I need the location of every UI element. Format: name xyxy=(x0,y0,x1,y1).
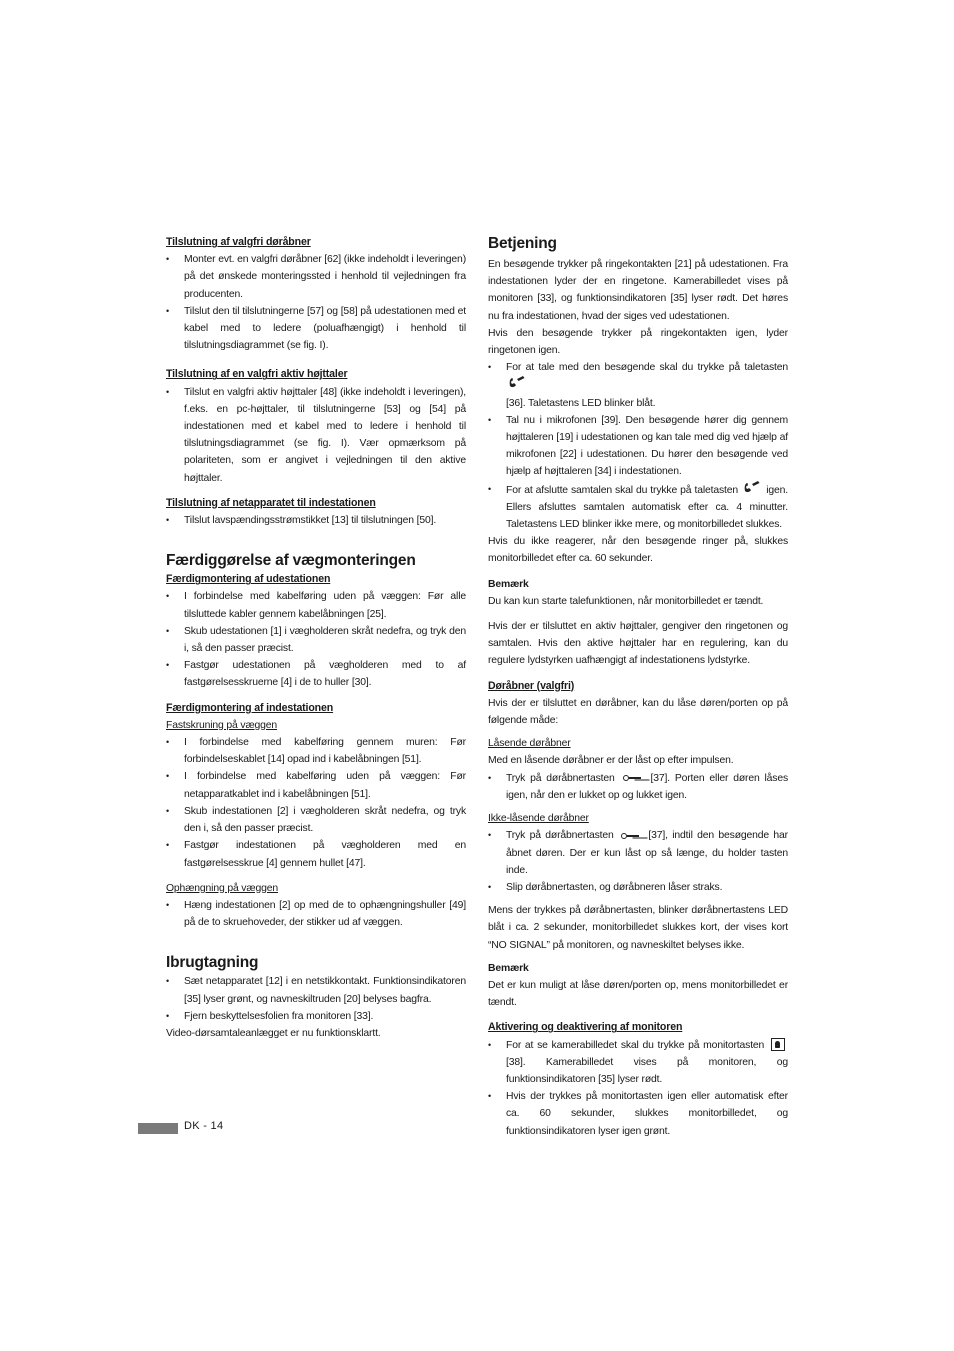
list-item: • Tilslut den til tilslutningerne [57] og [58] på udestationen med et kabel med to ledere (poluafhængigt) i henhold til tilslutningsdiagrammet (se fig. I). xyxy=(166,303,466,355)
list-item-text: [37], indtil den besøgende har åbnet døren. Der er kun låst op så længe, du holder tasten inde. xyxy=(506,830,788,876)
section-title: Tilslutning af netapparatet til indestationen xyxy=(166,496,376,509)
list-item xyxy=(488,770,788,804)
phone-icon xyxy=(509,376,525,394)
list-item xyxy=(488,359,788,412)
list-item-text: For at afslutte samtalen skal du trykke på taletasten xyxy=(506,484,739,496)
paragraph: Med en låsende døråbner er der låst op efter impulsen. xyxy=(488,755,734,767)
heading: Ibrugtagning xyxy=(166,954,259,972)
list-item-text: [36]. Taletastens LED blinker blåt. xyxy=(506,397,656,409)
list-item: • Fjern beskyttelsesfolien fra monitoren [33]. xyxy=(166,1008,466,1025)
left-column xyxy=(166,234,466,1042)
list-item-text: Tryk på døråbnertasten xyxy=(506,772,615,784)
list-item-text: For at tale med den besøgende skal du trykke på taletasten xyxy=(506,362,788,374)
list-item-text: Tryk på døråbnertasten xyxy=(506,830,614,842)
subsection-title: Ikke-låsende døråbner xyxy=(488,813,589,825)
section-title: Færdigmontering af indestationen xyxy=(166,701,334,714)
note-title: Bemærk xyxy=(488,962,529,974)
list-item: • Tal nu i mikrofonen [39]. Den besøgende hører dig gennem højttaleren [19] i udestationen og kan tale med dig ved hjælp af mikrofonen [22] i udestationen. Du hører den besøgende ved hjælp af højttaleren [34] i indestationen. xyxy=(488,412,788,481)
list-item: • Fastgør indestationen på vægholderen med en fastgørelsesskrue [4] gennem hullet [47]. xyxy=(166,837,466,871)
list-item xyxy=(488,827,788,879)
subsection-title: Fastskruning på væggen xyxy=(166,719,278,731)
subsection-title: Låsende døråbner xyxy=(488,738,571,750)
list-item: • Skub udestationen [1] i vægholderen skråt nedefra, og tryk den i, så den passer præcist. xyxy=(166,623,466,657)
bullet-list xyxy=(166,588,466,691)
list-item: • I forbindelse med kabelføring uden på væggen: Før alle tilsluttede kabler gennem kabelåbningen [25]. xyxy=(166,588,466,622)
page-number: DK - 14 xyxy=(184,1120,224,1132)
list-item-text: [38]. Kamerabilledet vises på monitoren, og funktionsindikatoren [35] lyser rødt. xyxy=(506,1056,788,1085)
paragraph: Hvis du ikke reagerer, når den besøgende ringer på, slukkes monitorbilledet efter ca. 60 sekunder. xyxy=(488,536,788,565)
list-item: • Sæt netapparatet [12] i en netstikkontakt. Funktionsindikatoren [35] lyser grønt, og navneskiltruden [20] belyses bagfra. xyxy=(166,973,466,1007)
list-item: • Hæng indestationen [2] op med de to ophængningshuller [49] på de to skruehoveder, der stikker ud af væggen. xyxy=(166,897,466,931)
key-icon xyxy=(623,774,643,782)
right-column xyxy=(488,234,788,1140)
paragraph: En besøgende trykker på ringekontakten [21] på udestationen. Fra indestationen lyder der en ringetone. Kamerabilledet vises på monitoren [33], og funktionsindikatoren [35] lyser rødt. Det høres nu fra indestationen, hvad der siges ved udestationen. xyxy=(488,259,788,322)
section-title: Tilslutning af valgfri døråbner xyxy=(166,236,311,248)
list-item: • Monter evt. en valgfri døråbner [62] (ikke indeholdt i leveringen) på det ønskede monteringssted i henhold til vejledningen fra producenten. xyxy=(166,251,466,303)
bullet-list xyxy=(488,827,788,896)
note-text: Du kan kun starte talefunktionen, når monitorbilledet er tændt. xyxy=(488,595,764,607)
heading: Færdiggørelse af vægmonteringen xyxy=(166,552,416,570)
monitor-icon xyxy=(771,1038,785,1051)
footer-bar xyxy=(138,1123,178,1134)
list-item: • I forbindelse med kabelføring gennem muren: Før forbindelseskablet [14] opad ind i kabelåbningen [51]. xyxy=(166,734,466,768)
section-title: Tilslutning af en valgfri aktiv højttaler xyxy=(166,368,348,381)
paragraph: Hvis der er tilsluttet en døråbner, kan du låse døren/porten op på følgende måde: xyxy=(488,697,788,727)
section-title: Aktivering og deaktivering af monitoren xyxy=(488,1021,683,1034)
paragraph: Video-dørsamtaleanlægget er nu funktionsklartt. xyxy=(166,1027,381,1039)
section-title: Døråbner (valgfri) xyxy=(488,679,575,692)
paragraph: Mens der trykkes på døråbnertasten, blinker døråbnertastens LED blåt i ca. 2 sekunder, monitorbilledet slukkes kort, der vises kort “NO SIGNAL” på monitoren, og navneskiltet belyses ikke. xyxy=(488,905,788,951)
list-item xyxy=(488,1037,788,1089)
note-title: Bemærk xyxy=(488,578,529,590)
bullet-list xyxy=(166,512,466,529)
bullet-list xyxy=(488,359,788,533)
list-item: • Fastgør udestationen på vægholderen med to af fastgørelsesskruerne [4] i de to huller [30]. xyxy=(166,657,466,691)
paragraph: Hvis den besøgende trykker på ringekontakten igen, lyder ringetonen igen. xyxy=(488,327,788,357)
list-item: • I forbindelse med kabelføring uden på væggen: Før netapparatkablet ind i kabelåbningen [51]. xyxy=(166,768,466,802)
key-icon xyxy=(621,832,641,840)
list-item-text: igen. Ellers afsluttes samtalen automatisk efter ca. 4 minutter. Taletastens LED blinker ikke mere, og monitorbilledet slukkes. xyxy=(506,484,788,531)
list-item xyxy=(488,481,788,534)
list-item: • Hvis der trykkes på monitortasten igen eller automatisk efter ca. 60 sekunder, slukkes monitorbilledet, og funktionsindikatoren lyser igen grønt. xyxy=(488,1088,788,1140)
subsection-title: Ophængning på væggen xyxy=(166,882,278,894)
list-item: • Tilslut en valgfri aktiv højttaler [48] (ikke indeholdt i leveringen), f.eks. en pc-højttaler, til tilslutningerne [53] og [54] på indestationen med et kabel med to ledere i henhold til tilslutningsdiagrammet (se fig. I). Vær opmærksom på polariteten, som er angivet i vejledningen til den aktive højttaler. xyxy=(166,384,466,487)
paragraph: Hvis der er tilsluttet en aktiv højttaler, gengiver den ringetonen og samtalen. Hvis den aktive højttaler har en regulering, kan du regulere lydstyrken uafhængigt af indestationens lydstyrke. xyxy=(488,621,788,667)
section-title: Færdigmontering af udestationen xyxy=(166,573,331,586)
bullet-list xyxy=(166,251,466,354)
list-item: • Skub indestationen [2] i vægholderen skråt nedefra, og tryk den i, så den passer præcist. xyxy=(166,803,466,837)
bullet-list xyxy=(488,1037,788,1140)
list-item-text: [37]. Porten eller døren låses igen, når den er lukket op og lukket igen. xyxy=(506,772,789,801)
list-item-text: For at se kamerabilledet skal du trykke på monitortasten xyxy=(506,1039,765,1051)
list-item: • Slip døråbnertasten, og døråbneren låser straks. xyxy=(488,879,788,896)
bullet-list xyxy=(166,973,466,1025)
bullet-list xyxy=(166,897,466,931)
heading: Betjening xyxy=(488,235,557,252)
list-item: • Tilslut lavspændingsstrømstikket [13] til tilslutningen [50]. xyxy=(166,512,466,529)
bullet-list xyxy=(166,384,466,487)
bullet-list xyxy=(488,770,788,804)
bullet-list xyxy=(166,734,466,872)
phone-icon xyxy=(744,481,760,499)
note-text: Det er kun muligt at låse døren/porten op, mens monitorbilledet er tændt. xyxy=(488,979,788,1009)
